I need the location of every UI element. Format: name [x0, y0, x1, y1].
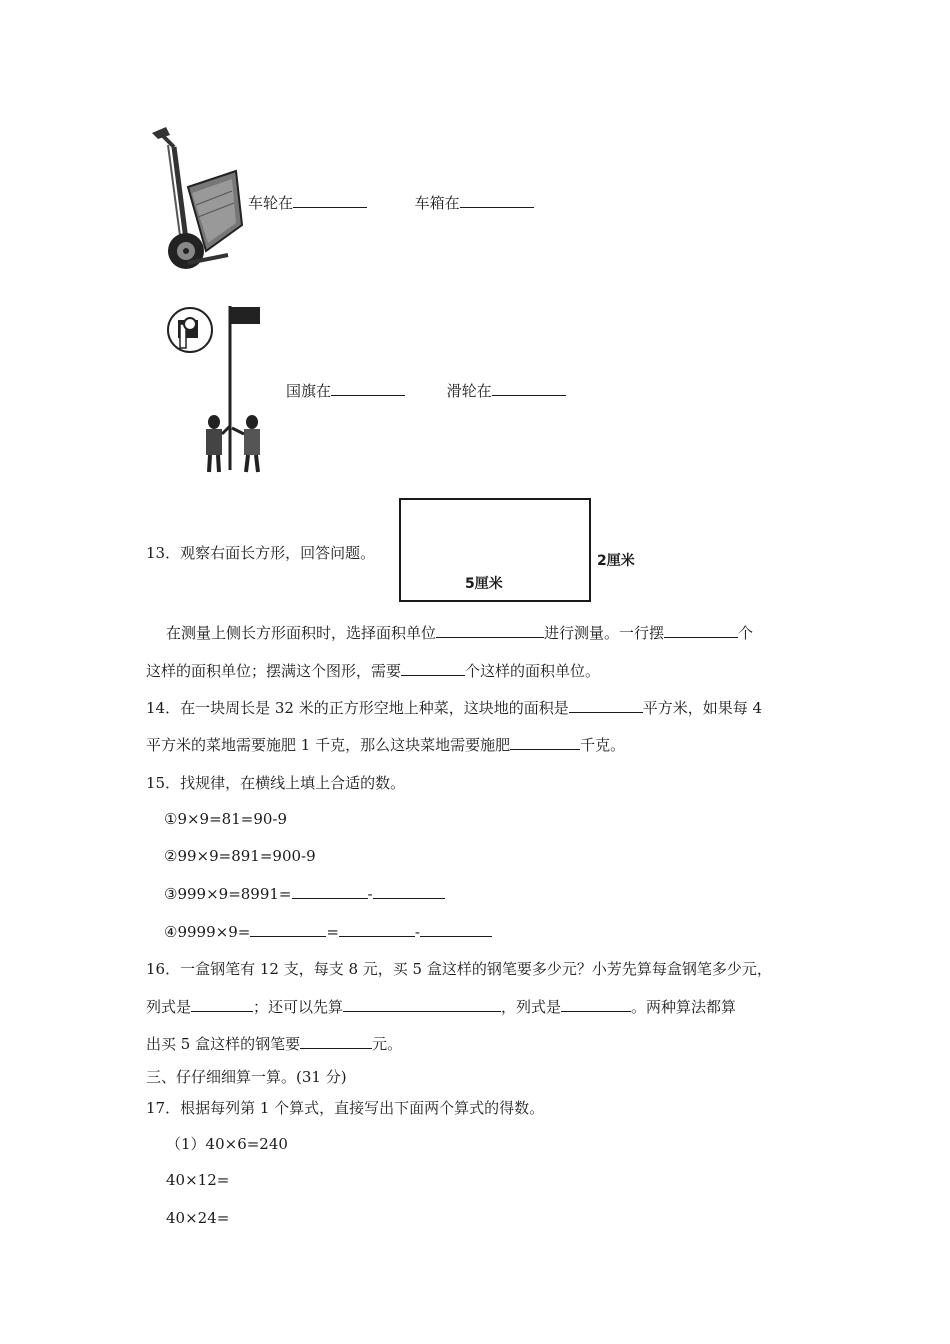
item3-blank-1[interactable] [292, 884, 368, 899]
pulley-label: 滑轮在 [446, 382, 492, 400]
second-method-step-blank[interactable] [343, 997, 501, 1012]
cart-box-answer-blank[interactable] [460, 193, 534, 208]
q17-expr2: 40×24= [166, 1209, 230, 1227]
q15-item1: ①9×9=81=90-9 [164, 810, 288, 828]
rectangle-height-label: 2厘米 [597, 553, 635, 569]
q13-line2: 这样的面积单位；摆满这个图形，需要 个这样的面积单位。 [146, 662, 601, 680]
item4-blank-1[interactable] [250, 922, 326, 937]
q17-sub1: （1）40×6=240 [166, 1135, 288, 1153]
q17-expr1: 40×12= [166, 1171, 230, 1189]
q15-item4: ④9999×9= = - [164, 922, 492, 941]
q16-line2: 列式是 ；还可以先算 ，列式是 。两种算法都算 [146, 998, 737, 1016]
item4-blank-3[interactable] [420, 922, 492, 937]
total-count-blank[interactable] [401, 661, 465, 676]
rectangle-width-label: 5厘米 [465, 576, 503, 592]
q17-stem: 17．根据每列第 1 个算式，直接写出下面两个算式的得数。 [146, 1099, 545, 1117]
q12-flag-line [286, 380, 566, 401]
second-method-formula-blank[interactable] [561, 997, 631, 1012]
item3-blank-2[interactable] [373, 884, 445, 899]
q15-item3: ③999×9=8991= - [164, 884, 445, 903]
q15-item2: ②99×9=891=900-9 [164, 847, 316, 865]
q16-line1: 16．一盒钢笔有 12 支，每支 8 元，买 5 盒这样的钢笔要多少元？小芳先算每盒钢笔多少元， [146, 960, 772, 978]
wheel-answer-blank[interactable] [293, 193, 367, 208]
fertilizer-answer-blank[interactable] [510, 735, 580, 750]
row-count-blank[interactable] [664, 623, 738, 638]
wheel-label: 车轮在 [248, 194, 294, 212]
flag-label: 国旗在 [286, 382, 332, 400]
area-answer-blank[interactable] [569, 698, 643, 713]
q13-line1: 在测量上侧长方形面积时，选择面积单位 进行测量。一行摆 个 [166, 624, 754, 642]
q16-line3: 出买 5 盒这样的钢笔要 元。 [146, 1035, 403, 1053]
item4-blank-2[interactable] [339, 922, 415, 937]
first-method-blank[interactable] [191, 997, 253, 1012]
total-cost-blank[interactable] [300, 1034, 372, 1049]
flag-answer-blank[interactable] [331, 381, 405, 396]
q12-cart-line [248, 192, 534, 213]
hand-truck-illustration [148, 125, 244, 277]
q14-line1: 14．在一块周长是 32 米的正方形空地上种菜，这块地的面积是 平方米，如果每 4 [146, 699, 763, 717]
section-3-title: 三、仔仔细细算一算。(31 分) [146, 1068, 347, 1086]
q14-line2: 平方米的菜地需要施肥 1 千克，那么这块菜地需要施肥 千克。 [146, 736, 626, 754]
pulley-answer-blank[interactable] [492, 381, 566, 396]
q15-stem: 15．找规律，在横线上填上合适的数。 [146, 774, 406, 792]
flagpole-illustration [166, 302, 266, 478]
area-unit-blank[interactable] [436, 623, 544, 638]
q13-stem: 13．观察右面长方形，回答问题。 [146, 544, 376, 562]
cart-box-label: 车箱在 [414, 194, 460, 212]
